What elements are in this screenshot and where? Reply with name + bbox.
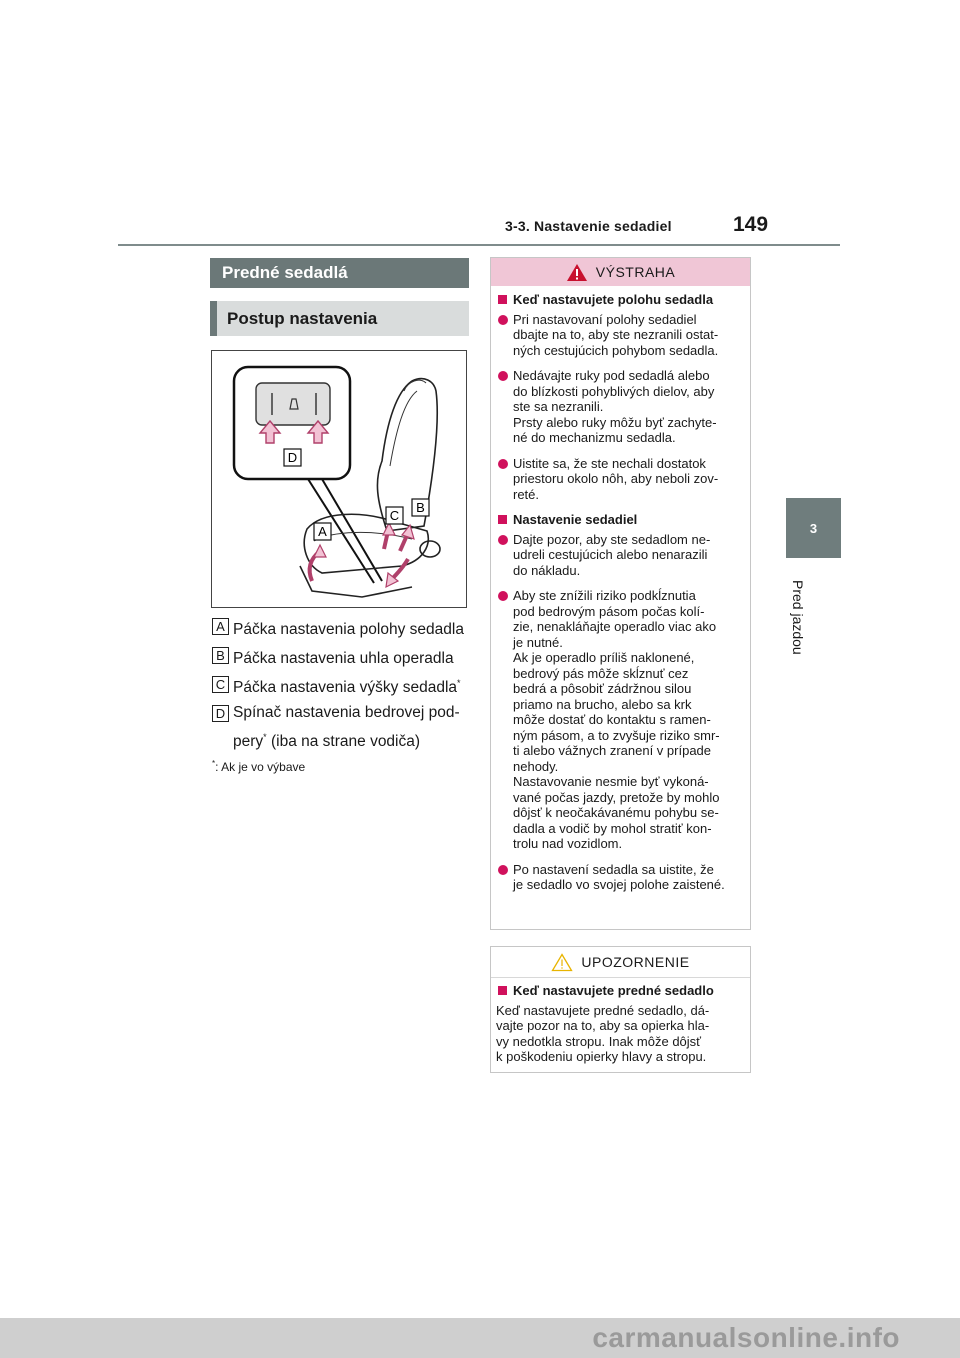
warning-heading-1-text: Keď nastavujete polohu sedadla: [513, 292, 714, 307]
footnote-text: : Ak je vo výbave: [215, 760, 306, 774]
backrest-seam: [390, 391, 417, 466]
watermark-bar: [0, 1318, 960, 1358]
dot-bullet-icon: [498, 591, 508, 601]
legend-text-d-line1: Spínač nastavenia bedrovej pod-: [233, 704, 460, 721]
legend-item-d: [212, 704, 474, 756]
lumbar-switch: [256, 383, 330, 425]
warning-bullet: [496, 368, 746, 446]
watermark-text: carmanualsonline.info: [592, 1322, 900, 1353]
page-number: 149: [733, 213, 769, 236]
legend-text-a: Páčka nastavenia polohy sedadla: [233, 621, 464, 638]
dot-bullet-icon: [498, 459, 508, 469]
warning-heading-2: [496, 512, 746, 528]
dot-bullet-icon: [498, 535, 508, 545]
warning-heading-2-text: Nastavenie sedadiel: [513, 512, 638, 527]
warning-triangle-icon: [566, 263, 588, 282]
legend-text-d-sup: *: [263, 731, 267, 742]
figure-label-a: A: [318, 524, 327, 539]
subsection-title: Postup nastavenia: [210, 301, 469, 336]
caution-box: [490, 946, 751, 1073]
caution-triangle-icon: [551, 953, 573, 972]
warning-box: [490, 257, 751, 930]
chapter-label: Pred jazdou: [790, 580, 806, 655]
warning-bullet: [496, 312, 746, 359]
headrest-seam: [404, 380, 426, 391]
square-bullet-icon: [498, 986, 507, 995]
warning-title: VÝSTRAHA: [595, 264, 676, 280]
dot-bullet-icon: [498, 371, 508, 381]
dot-bullet-icon: [498, 315, 508, 325]
legend-text-d-line2b: (iba na strane vodiča): [266, 733, 421, 750]
warning-bullet-text: Po nastavení sedadla sa uistite, že je sedadlo vo svojej polohe zaistené.: [513, 861, 725, 892]
running-header-section: 3-3. Nastavenie sedadiel: [505, 218, 672, 234]
legend-item-b: [212, 646, 474, 672]
figure-label-d: D: [287, 450, 298, 465]
chapter-number: 3: [809, 520, 818, 536]
legend-badge-d: D: [212, 705, 229, 722]
legend-text-c-main: Páčka nastavenia výšky sedadla: [233, 679, 458, 696]
header-rule: [118, 244, 840, 246]
warning-bullet: [496, 588, 746, 852]
legend-text-d: [233, 698, 460, 756]
arrow-slide-head: [314, 545, 326, 557]
seat-illustration: [211, 350, 467, 608]
legend-text-d-line2: pery: [233, 733, 264, 750]
dot-bullet-icon: [498, 865, 508, 875]
footnote-mark: *: [212, 759, 216, 768]
warning-bullet: [496, 532, 746, 579]
figure-label-c: C: [389, 508, 400, 523]
caution-body: [496, 981, 746, 1065]
caution-text: Keď nastavujete predné sedadlo, dá- vajte pozor na to, aby sa opierka hla- vy nedotkla stropu. Inak môže dôjsť k poškodeniu opierky hlavy a stropu.: [496, 1002, 710, 1064]
caution-header: [491, 947, 750, 978]
warning-bullet-text: Aby ste znížili riziko podkĺznutia pod bedrovým pásom počas kolí- zie, nenakláňajte operadlo viac ako je nutné. Ak je operadlo príliš naklonené, bedrový pás môže skĺznuť cez bedrá a pôsobiť zádržnou silou priamo na brucho, alebo sa krk môže dostať do kontaktu s ramen- ným pásom, a to zvyšuje riziko smr- ti alebo vážnych zranení v prípade nehody. Nastavovanie nesmie byť vykoná- vané počas jazdy, pretože by mohlo dôjsť k neočakávanému pohybu se- dadla a vodič by mohol stratiť kon- trolu nad vozidlom.: [513, 588, 720, 851]
square-bullet-icon: [498, 515, 507, 524]
legend-badge-c: C: [212, 676, 229, 693]
caution-heading-text: Keď nastavujete predné sedadlo: [513, 983, 714, 998]
warning-header: [491, 258, 750, 286]
warning-heading-1: [496, 292, 746, 308]
chapter-label-wrap: [770, 580, 830, 660]
caution-heading: [496, 983, 746, 999]
warning-bullet: [496, 456, 746, 503]
legend-badge-b: B: [212, 647, 229, 664]
warning-bullet: [496, 862, 746, 893]
caution-title: UPOZORNENIE: [581, 954, 690, 970]
legend-badge-a: A: [212, 618, 229, 635]
square-bullet-icon: [498, 295, 507, 304]
legend-text-b: Páčka nastavenia uhla operadla: [233, 650, 454, 667]
chapter-tab: [786, 498, 841, 558]
legend-text-c-sup: *: [457, 677, 461, 688]
warning-body: [496, 290, 746, 903]
seat-illustration-svg: [212, 351, 466, 607]
recline-knob: [420, 541, 440, 557]
warning-bullet-text: Dajte pozor, aby ste sedadlom ne- udreli cestujúcich alebo nenarazili do nákladu.: [513, 531, 711, 578]
warning-bullet-text: Pri nastavovaní polohy sedadiel dbajte na to, aby ste nezranili ostat- ných cestujúcich pohybom sedadla.: [513, 311, 719, 358]
legend-item-a: [212, 617, 474, 643]
footnote: [212, 760, 305, 774]
warning-bullet-text: Nedávajte ruky pod sedadlá alebo do blízkosti pohyblivých dielov, aby ste sa nezranili. Prsty alebo ruky môžu byť zachyte- né do mechanizmu sedadla.: [513, 368, 717, 445]
warning-bullet-text: Uistite sa, že ste nechali dostatok priestoru okolo nôh, aby neboli zov- reté.: [513, 455, 719, 502]
section-title: Predné sedadlá: [210, 258, 469, 288]
figure-label-b: B: [416, 500, 425, 515]
